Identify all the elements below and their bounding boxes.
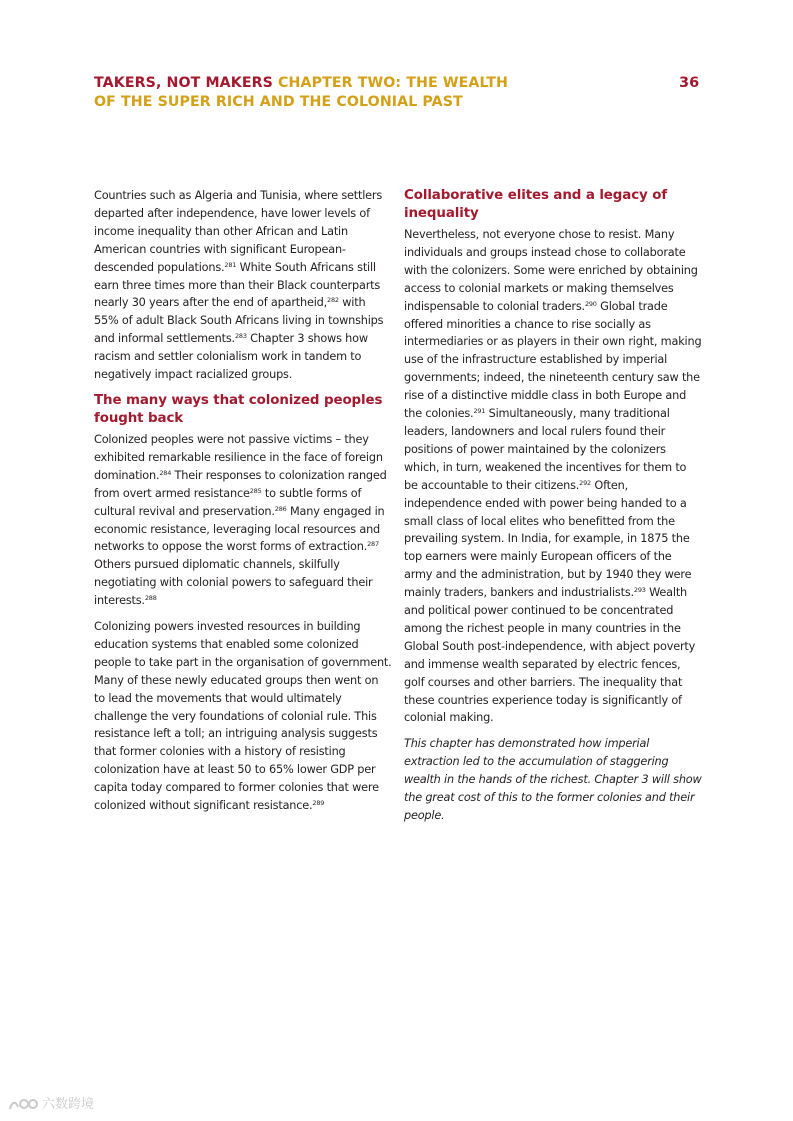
footnote-ref: 285 — [249, 486, 262, 495]
page-number: 36 — [679, 75, 700, 91]
footnote-ref: 289 — [312, 799, 325, 808]
report-title: TAKERS, NOT MAKERS — [94, 75, 273, 91]
watermark-logo-icon — [8, 1097, 38, 1113]
paragraph-resistance: Colonized peoples were not passive victims – they exhibited remarkable resilience in the face of foreign domination.$^{284}$ Their responses to colonization ranged from overt armed resistance$^{285}$ to subtle forms of cultural revival and preservation.$^{286}$ Many engaged in economic resistance, leveraging local resources and networks to oppose the worst forms of extraction.$^{287}$ Others pursued diplomatic channels, skilfully negotiating with colonial powers to safeguard their interests.$^{288}$ — [94, 432, 387, 608]
footnote-ref: 282 — [327, 296, 339, 305]
footnote-ref: 287 — [367, 540, 379, 549]
watermark-text: 六数跨境 — [42, 1097, 95, 1112]
right-column — [404, 187, 702, 833]
footnote-ref: 286 — [274, 504, 287, 513]
section-heading-collaborative-elites: Collaborative elites and a legacy of inequality — [404, 188, 668, 221]
left-column — [94, 187, 392, 823]
footnote-ref: 281 — [224, 260, 237, 269]
running-header — [94, 74, 514, 112]
chapter-summary: This chapter has demonstrated how imperial extraction led to the accumulation of staggering wealth in the hands of the richest. Chapter 3 will show the great cost of this to the former colonies and their people. — [404, 737, 702, 822]
paragraph-education: Colonizing powers invested resources in building education systems that enabled some colonized people to take part in the organisation of government. Many of these newly educated groups then went on to lead the movements that would ultimately challenge the very foundations of colonial rule. This resistance left a toll; an intriguing analysis suggests that former colonies with a history of resisting colonization have at least 50 to 65% lower GDP per capita today compared to former colonies that were colonized without significant resistance.$^{289}$ — [94, 620, 392, 813]
chapter-title: CHAPTER TWO: THE WEALTH OF THE SUPER RICH AND THE COLONIAL PAST — [94, 75, 508, 110]
footnote-ref: 288 — [144, 594, 157, 603]
watermark — [8, 1096, 94, 1114]
footnote-ref: 292 — [579, 478, 591, 487]
paragraph-inequality: Countries such as Algeria and Tunisia, where settlers departed after independence, have lower levels of income inequality than other African and Latin American countries with significant European-descended populations.$^{281}$ White South Africans still earn three times more than their Black counterparts nearly 30 years after the end of apartheid,$^{282}$ with 55% of adult Black South Africans living in townships and informal settlements.$^{283}$ Chapter 3 shows how racism and settler colonialism work in tandem to negatively impact racialized groups. — [94, 189, 384, 382]
footnote-ref: 284 — [159, 468, 172, 477]
footnote-ref: 290 — [584, 299, 597, 308]
footnote-ref: 283 — [234, 332, 247, 341]
section-heading-fought-back: The many ways that colonized peoples fought back — [94, 392, 383, 426]
footnote-ref: 291 — [473, 407, 486, 416]
paragraph-collaboration: Nevertheless, not everyone chose to resist. Many individuals and groups instead chose to collaborate with the colonizers. Some were enriched by obtaining access to colonial markets or making themselves indispensable to colonial traders.$^{290}$ Global trade offered minorities a chance to rise socially as intermediaries or as players in their own right, making use of the infrastructure established by imperial governments; indeed, the nineteenth century saw the rise of a distinctive middle class in both Europe and the colonies.$^{291}$ Simultaneously, many traditional leaders, landowners and local rulers found their positions of power maintained by the colonizers which, in turn, weakened the incentives for them to be accountable to their citizens.$^{292}$ Often, independence ended with power being handed to a small class of local elites who benefitted from the prevailing system. In India, for example, in 1875 the top earners were mainly European officers of the army and the administration, but by 1940 they were mainly traders, bankers and industrialists.$^{293}$ Wealth and political power continued to be concentrated among the richest people in many countries in the Global South post-independence, with abject poverty and immense wealth separated by electric fences, golf courses and other barriers. The inequality that these countries experience today is significantly of colonial making. — [404, 228, 702, 725]
footnote-ref: 293 — [633, 586, 646, 595]
